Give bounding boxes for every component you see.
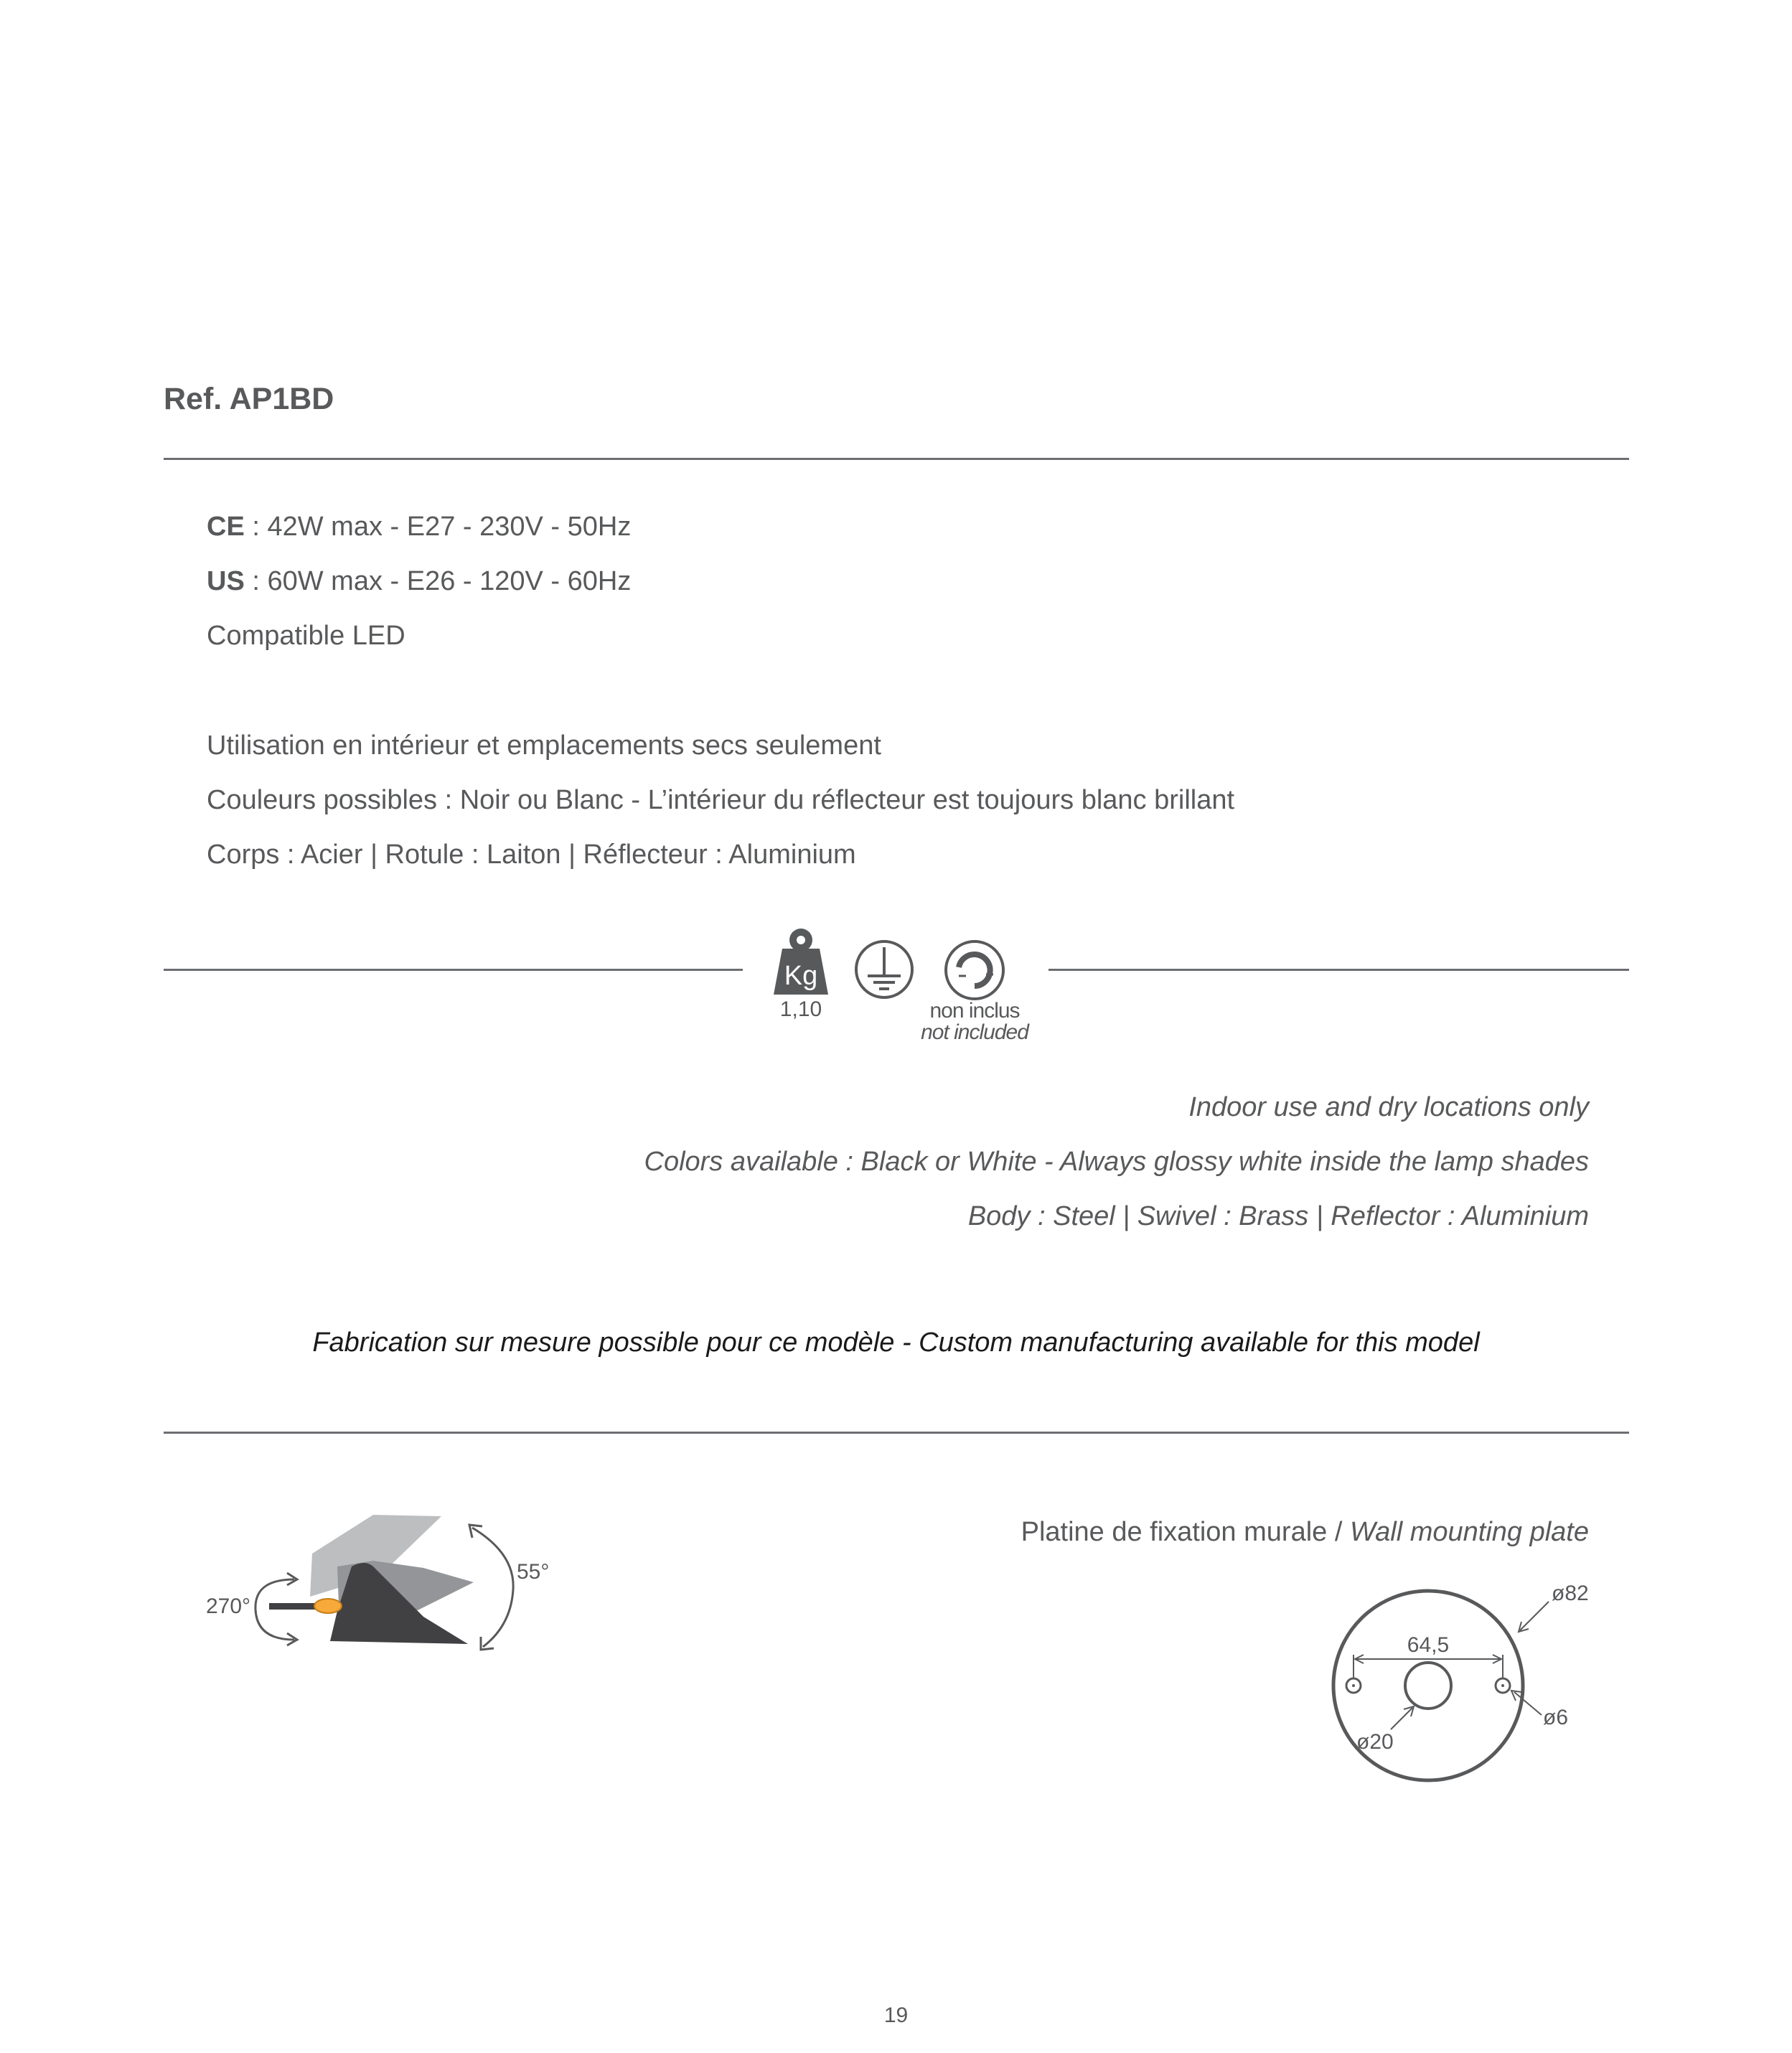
custom-manufacturing-note: Fabrication sur mesure possible pour ce modèle - Custom manufacturing available for this model xyxy=(312,1328,1480,1358)
spec-us-text: : 60W max - E26 - 120V - 60Hz xyxy=(244,566,632,596)
weight-value: 1,10 xyxy=(779,997,822,1021)
spec-ce-label: CE xyxy=(207,512,245,542)
spec-us xyxy=(207,566,631,597)
usage-en-colors: Colors available : Black or White - Always glossy white inside the lamp shades xyxy=(644,1147,1589,1177)
usage-fr-location: Utilisation en intérieur et emplacements secs seulement xyxy=(207,730,881,761)
spec-ce-text: : 42W max - E27 - 230V - 50Hz xyxy=(244,512,632,542)
lamp-swivel-brass xyxy=(314,1599,342,1613)
product-reference-title: Ref. AP1BD xyxy=(164,382,334,416)
usage-en-materials: Body : Steel | Swivel : Brass | Reflector : Aluminium xyxy=(967,1201,1589,1231)
spec-ce xyxy=(207,512,631,542)
page-number: 19 xyxy=(883,2003,909,2027)
mounting-plate-diagram xyxy=(1320,1579,1608,1794)
ground-icon xyxy=(853,939,915,1000)
mounting-plate-title-fr: Platine de fixation murale / xyxy=(1021,1517,1350,1547)
lamp-rotation-diagram xyxy=(244,1511,560,1654)
plate-outer-diameter: ø82 xyxy=(1552,1582,1589,1605)
lamp-arm xyxy=(269,1603,321,1610)
divider-icons-left xyxy=(164,969,743,971)
dimmer-icon xyxy=(943,939,1006,1002)
usage-en-location: Indoor use and dry locations only xyxy=(1188,1092,1589,1122)
spec-us-label: US xyxy=(207,566,245,596)
weight-symbol: Kg xyxy=(784,961,818,991)
plate-hole-diameter: ø6 xyxy=(1543,1706,1569,1729)
plate-center-diameter: ø20 xyxy=(1356,1730,1394,1754)
usage-fr-colors: Couleurs possibles : Noir ou Blanc - L’intérieur du réflecteur est toujours blanc brillant xyxy=(207,785,1235,815)
divider-icons-right xyxy=(1049,969,1629,971)
divider-bottom xyxy=(164,1432,1629,1434)
plate-hole-spacing: 64,5 xyxy=(1407,1633,1450,1657)
spec-led: Compatible LED xyxy=(207,621,405,651)
divider-top xyxy=(164,458,1629,460)
dimmer-note-en: not included xyxy=(921,1020,1028,1044)
mounting-plate-title-en: Wall mounting plate xyxy=(1349,1517,1589,1547)
rotation-tilt-angle: 55° xyxy=(517,1560,550,1584)
dimmer-note-fr: non inclus xyxy=(929,999,1020,1023)
rotation-base-angle: 270° xyxy=(206,1594,251,1618)
plate-center-hole xyxy=(1405,1663,1451,1709)
mounting-plate-title xyxy=(1021,1517,1589,1548)
weight-icon xyxy=(771,926,831,997)
usage-fr-materials: Corps : Acier | Rotule : Laiton | Réflecteur : Aluminium xyxy=(207,840,856,870)
rotation-arrow-tilt xyxy=(472,1528,513,1647)
